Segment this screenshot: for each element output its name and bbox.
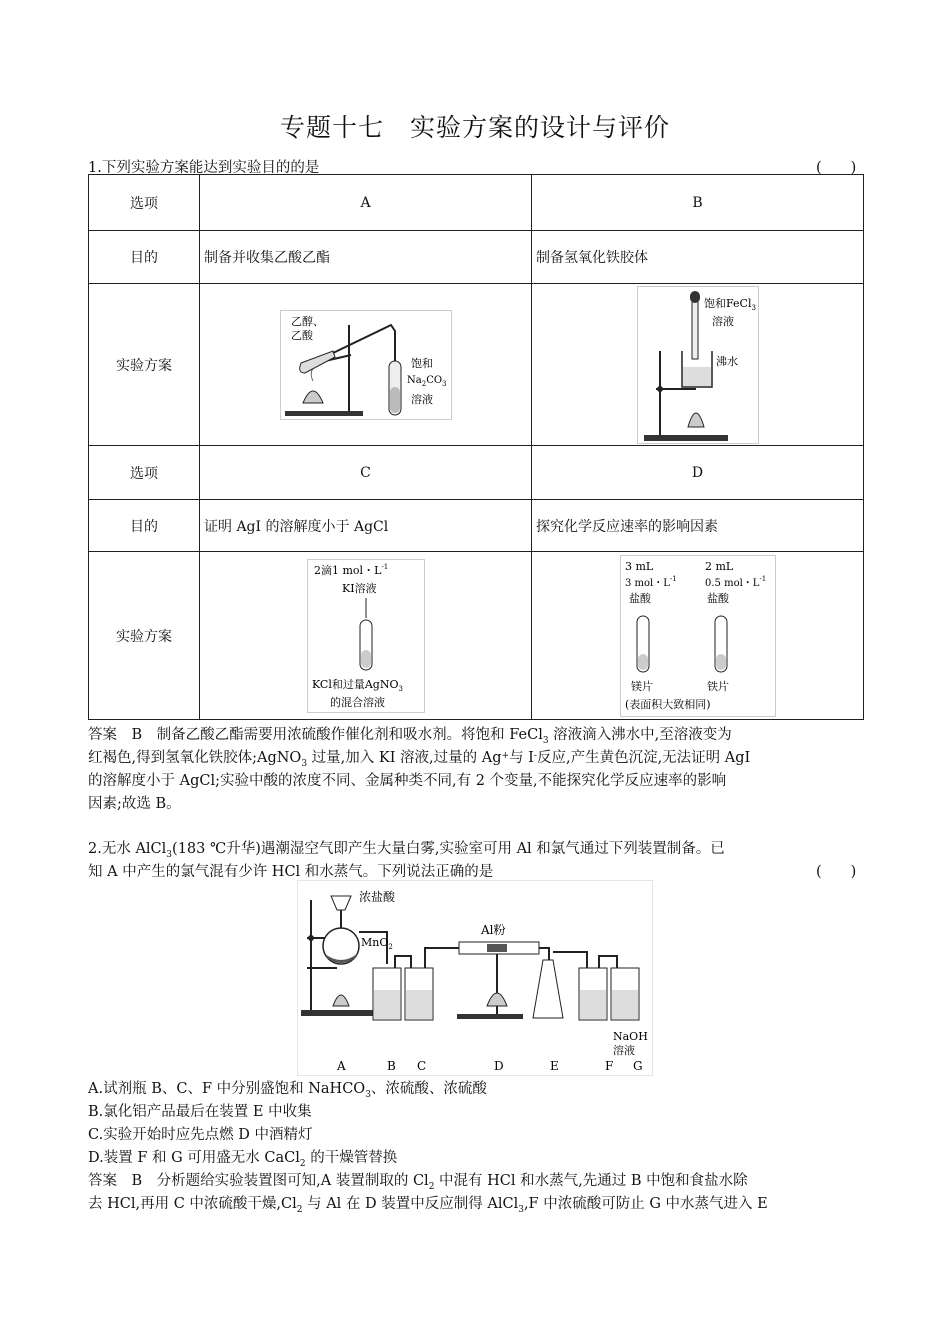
q2-option-a: A.试剂瓶 B、C、F 中分别盛饱和 NaHCO$_3$、浓硫酸、浓硫酸 bbox=[88, 1081, 487, 1100]
option-b: B bbox=[532, 175, 864, 231]
fig-a-na: Na bbox=[406, 374, 422, 386]
scheme-a-cell bbox=[200, 284, 532, 446]
option-a: A bbox=[200, 175, 532, 231]
q2-stem-line1: 2.无水 AlCl$_3$(183 ℃升华)遇潮湿空气即产生大量白雾,实验室可用 Al 和氯气通过下列装置制备。已 bbox=[88, 841, 725, 860]
fig-b-boiling-water: 沸水 bbox=[715, 354, 738, 368]
q1-answer-line2: 红褐色,得到氢氧化铁胶体;AgNO$_3$ 过量,加入 KI 溶液,过量的 Ag+与 I-反应,产生黄色沉淀,无法证明 AgI bbox=[88, 750, 751, 769]
fig2-mno2-sub: 2 bbox=[388, 943, 393, 951]
q1-answer-line4: 因素;故选 B。 bbox=[88, 796, 181, 812]
svg-text:KCl和过量AgNO3 bbox=[312, 677, 403, 693]
q1-options-table bbox=[88, 174, 864, 720]
fig2-al: Al粉 bbox=[481, 923, 506, 937]
fig2-label-c: C bbox=[417, 1059, 427, 1073]
page-title: 专题十七 实验方案的设计与评价 bbox=[279, 113, 670, 142]
fig-b-solution: 溶液 bbox=[711, 314, 734, 328]
q1-stem: 1.下列实验方案能达到实验目的的是 bbox=[88, 160, 320, 176]
scheme-d-cell bbox=[532, 552, 864, 720]
fig2-mno2: MnO bbox=[361, 936, 389, 949]
fig-d-sup-a: -1 bbox=[669, 574, 677, 583]
ester-apparatus-figure bbox=[280, 310, 452, 420]
alcl3-apparatus-figure bbox=[297, 880, 653, 1076]
fig-c-ki: KI溶液 bbox=[341, 581, 377, 595]
fig-a-na-sub: 2 bbox=[421, 379, 426, 388]
fig2-label-g: G bbox=[633, 1059, 643, 1073]
fig-d-mg: 镁片 bbox=[630, 679, 653, 693]
fig-c-mix: 的混合溶液 bbox=[329, 695, 385, 709]
fig-d-acid-a: 盐酸 bbox=[628, 591, 651, 605]
fig-a-label-saturated: 饱和 bbox=[410, 356, 433, 370]
purpose-label-2: 目的 bbox=[89, 500, 200, 552]
q2-option-b: B.氯化铝产品最后在装置 E 中收集 bbox=[88, 1104, 312, 1120]
scheme-label: 实验方案 bbox=[89, 284, 200, 446]
svg-text:0.5 mol・L-1 bbox=[705, 575, 766, 589]
svg-text:饱和FeCl3 bbox=[704, 296, 756, 312]
q2-answer-line2: 去 HCl,再用 C 中浓硫酸干燥$,Cl_2$ 与 Al 在 D 装置中反应制得 AlCl$_3$,F 中浓硫酸可防止 G 中水蒸气进入 E bbox=[88, 1196, 768, 1215]
fig-a-label-solution: 溶液 bbox=[410, 392, 433, 406]
purpose-c: 证明 AgI 的溶解度小于 AgCl bbox=[200, 500, 532, 552]
fig-d-fe: 铁片 bbox=[706, 679, 729, 693]
fig2-label-f: F bbox=[605, 1059, 614, 1073]
fig2-hcl: 浓盐酸 bbox=[359, 890, 396, 904]
fig-c-kcl: KCl和过量AgNO bbox=[311, 677, 398, 691]
q2-option-d: D.装置 F 和 G 可用盛无水 CaCl$_2$ 的干燥管替换 bbox=[88, 1150, 398, 1169]
svg-text:Na2CO3 bbox=[407, 375, 447, 388]
fig2-label-d: D bbox=[494, 1059, 504, 1073]
purpose-label: 目的 bbox=[89, 231, 200, 284]
fig-a-co: CO bbox=[425, 374, 442, 386]
q1-answer-line1: 答案 B 制备乙酸乙酯需要用浓硫酸作催化剂和吸水剂。将饱和 FeCl$_3$ 溶液滴入沸水中,至溶液变为 bbox=[88, 727, 732, 746]
fig-d-vol-a: 3 mL bbox=[624, 559, 653, 573]
q1-answer-line3: 的溶解度小于 AgCl;实验中酸的浓度不同、金属种类不同,有 2 个变量,不能探究化学反应速率的影响 bbox=[88, 773, 727, 789]
fig-c-sup: -1 bbox=[380, 562, 388, 571]
fig-d-conc-b: 0.5 mol・L bbox=[704, 577, 759, 589]
q2-option-c: C.实验开始时应先点燃 D 中酒精灯 bbox=[88, 1127, 313, 1143]
purpose-d: 探究化学反应速率的影响因素 bbox=[532, 500, 864, 552]
fig-d-acid-b: 盐酸 bbox=[706, 591, 729, 605]
fig-a-co-sub: 3 bbox=[441, 379, 447, 388]
fig2-naoh: NaOH bbox=[613, 1030, 648, 1043]
purpose-a: 制备并收集乙酸乙酯 bbox=[200, 231, 532, 284]
fig-d-sup-b: -1 bbox=[758, 574, 766, 583]
fig-a-label-ethanol: 乙醇、 bbox=[290, 314, 324, 328]
scheme-b-cell bbox=[532, 284, 864, 446]
svg-text:2滴1 mol・L-1 bbox=[314, 563, 388, 577]
q2-stem-line2: 知 A 中产生的氯气混有少许 HCl 和水蒸气。下列说法正确的是 bbox=[88, 864, 494, 880]
fig2-label-e: E bbox=[550, 1059, 559, 1073]
fig-d-conc-a: 3 mol・L bbox=[624, 577, 670, 589]
colloid-apparatus-figure bbox=[637, 286, 759, 444]
q1-answer-paren: ( ) bbox=[816, 160, 857, 176]
fig-d-note: (表面积大致相同) bbox=[624, 697, 711, 711]
fig-c-kcl-sub: 3 bbox=[398, 684, 403, 693]
fig-b-fecl: 饱和FeCl bbox=[703, 296, 751, 310]
purpose-b: 制备氢氧化铁胶体 bbox=[532, 231, 864, 284]
option-label: 选项 bbox=[89, 175, 200, 231]
fig2-label-a: A bbox=[337, 1059, 346, 1073]
option-d: D bbox=[532, 446, 864, 500]
fig-b-fecl-sub: 3 bbox=[750, 303, 756, 312]
option-label-2: 选项 bbox=[89, 446, 200, 500]
fig-c-drops: 2滴1 mol・L bbox=[313, 563, 381, 577]
option-c: C bbox=[200, 446, 532, 500]
rate-apparatus-figure bbox=[620, 555, 776, 717]
scheme-c-cell bbox=[200, 552, 532, 720]
svg-text:3 mol・L-1 bbox=[625, 575, 677, 589]
q2-answer-line1: 答案 B 分析题给实验装置图可知,A 装置制取的 $Cl_2$ 中混有 HCl 和水蒸气,先通过 B 中饱和食盐水除 bbox=[88, 1173, 748, 1192]
solubility-apparatus-figure bbox=[307, 559, 425, 713]
q2-answer-paren: ( ) bbox=[816, 864, 857, 880]
fig2-naoh-solution: 溶液 bbox=[613, 1044, 635, 1057]
fig-d-vol-b: 2 mL bbox=[704, 559, 733, 573]
fig2-label-b: B bbox=[387, 1059, 396, 1073]
svg-text:MnO2 bbox=[361, 936, 393, 951]
scheme-label-2: 实验方案 bbox=[89, 552, 200, 720]
fig-a-label-acetic: 乙酸 bbox=[290, 328, 313, 342]
